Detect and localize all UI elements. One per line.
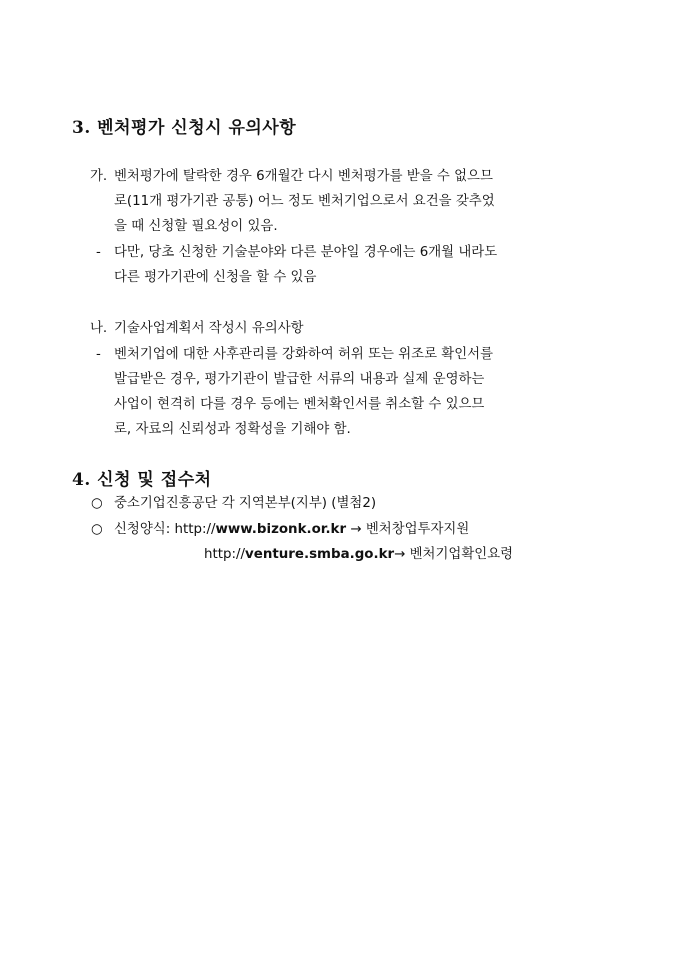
url-1-domain[interactable]: www.bizonk.or.kr <box>215 522 347 537</box>
arrow-2: → <box>394 547 410 562</box>
item-ga-line-3: 을 때 신청할 필요성이 있음. <box>114 219 278 234</box>
item-ga-dash-line-1: 다만, 당초 신청한 기술분야와 다른 분야일 경우에는 6개월 내라도 <box>114 245 498 260</box>
url-2-prefix[interactable]: http:// <box>204 547 246 562</box>
section-3-number: 3. <box>72 118 91 138</box>
bullet-1-marker: ○ <box>91 496 103 511</box>
item-ga-dash-line-2: 다른 평가기관에 신청을 할 수 있음 <box>114 270 317 285</box>
bullet-1-text: 중소기업진흥공단 각 지역본부(지부) (별첨2) <box>114 496 377 511</box>
bullet-2-label: 신청양식: <box>114 522 175 537</box>
section-3-title: 벤처평가 신청시 유의사항 <box>97 118 297 138</box>
dest-1: 벤처창업투자지원 <box>365 522 470 537</box>
item-ga-dash-marker: - <box>96 245 101 260</box>
section-4-title: 신청 및 접수처 <box>97 470 212 490</box>
bullet-2-marker: ○ <box>91 522 103 537</box>
url-1-prefix[interactable]: http:// <box>174 522 216 537</box>
item-na-dash-marker: - <box>96 347 101 362</box>
bullet-2-line-1 <box>114 523 469 536</box>
dest-2: 벤처기업확인요령 <box>409 547 514 562</box>
item-ga-marker: 가. <box>90 169 108 184</box>
section-4-heading <box>72 465 212 490</box>
item-na-dash-line-4: 로, 자료의 신뢰성과 정확성을 기해야 함. <box>114 422 351 437</box>
section-4-number: 4. <box>72 470 91 490</box>
bullet-2-line-2 <box>204 548 513 561</box>
item-na-dash-line-1: 벤처기업에 대한 사후관리를 강화하여 허위 또는 위조로 확인서를 <box>114 347 494 362</box>
item-ga-line-1: 벤처평가에 탈락한 경우 6개월간 다시 벤처평가를 받을 수 없으므 <box>114 169 493 184</box>
item-na-dash-line-3: 사업이 현격히 다를 경우 등에는 벤처확인서를 취소할 수 있으므 <box>114 397 485 412</box>
item-ga-line-2: 로(11개 평가기관 공통) 어느 정도 벤처기업으로서 요건을 갖추었 <box>114 194 495 209</box>
item-na-dash-line-2: 발급받은 경우, 평가기관이 발급한 서류의 내용과 실제 운영하는 <box>114 372 485 387</box>
url-2-domain[interactable]: venture.smba.go.kr <box>245 547 395 562</box>
item-na-marker: 나. <box>90 321 108 336</box>
item-na-text: 기술사업계획서 작성시 유의사항 <box>114 321 304 336</box>
section-3-heading <box>72 113 296 138</box>
arrow-1: → <box>346 522 366 537</box>
